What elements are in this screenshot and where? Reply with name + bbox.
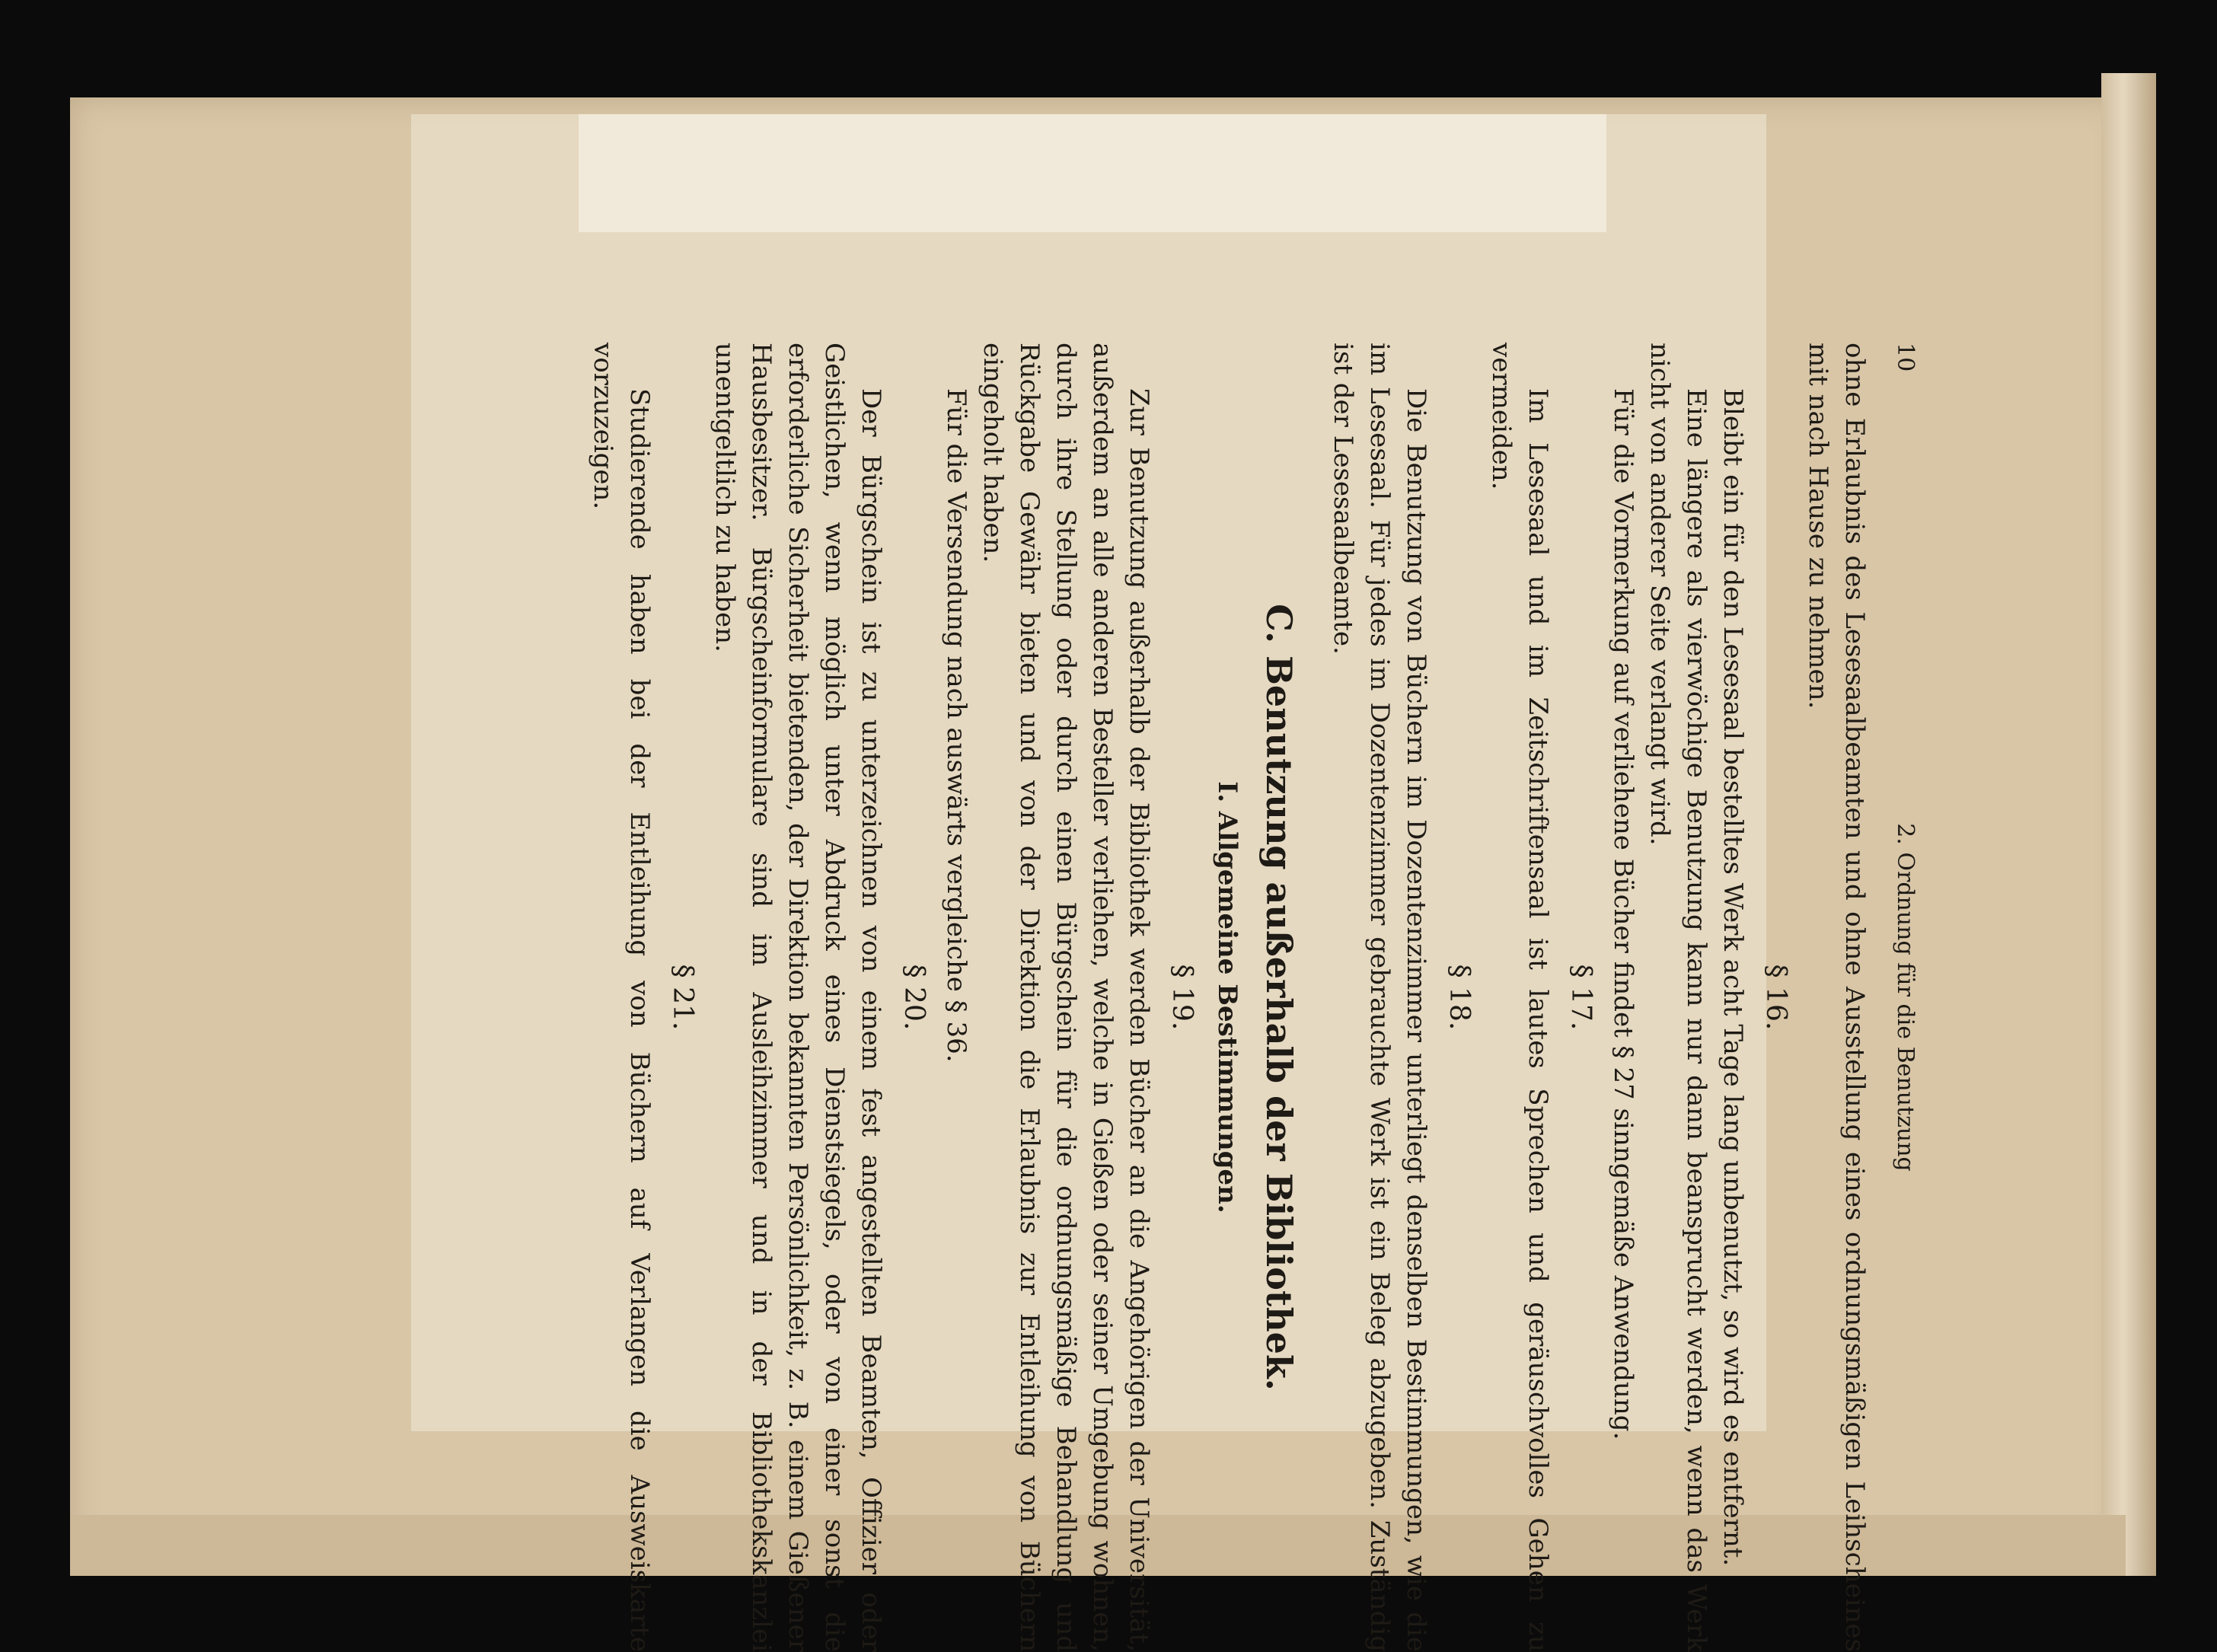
subchapter-heading: I. Allgemeine Bestimmungen. — [1212, 781, 1242, 1213]
section-19-heading: § 19. — [1166, 964, 1198, 1031]
paragraph-16a: Bleibt ein für den Lesesaal bestelltes Werk acht Tage lang unbenutzt, so wird es entfernt. — [1718, 388, 1748, 1567]
paragraph-16b: Eine längere als vierwöchige Benutzung kann nur dann beansprucht werden, wenn das Werk nicht von anderer Seite verlangt wird. — [1644, 343, 1711, 1652]
paragraph-16c: Für die Vormerkung auf verliehene Bücher findet § 27 sinngemäße Anwendung. — [1608, 388, 1638, 1440]
paragraph-19a: Zur Benutzung außerhalb der Bibliothek werden Bücher an die Angehörigen der Universität, außerdem an alle anderen Besteller verliehen, welche in Gießen oder seiner Umgebung wohnen, durch ihre Stellung oder durch einen Bürgschein für die ordnungsmäßige Behandlung und Rückgabe Gewähr bieten und von der Direktion die Erlaubnis zur Entleihung von Büchern eingeholt haben. — [978, 343, 1154, 1652]
section-21-heading: § 21. — [667, 964, 698, 1031]
page-header — [1873, 343, 1919, 1652]
paragraph-21: Studierende haben bei der Entleihung von Büchern auf Verlangen die Ausweiskarte vorzuzeigen. — [588, 343, 655, 1652]
paragraph-17: Im Lesesaal und im Zeitschriftensaal ist lautes Sprechen und geräuschvolles Gehen zu vermeiden. — [1486, 343, 1553, 1652]
paragraph-18: Die Benutzung von Büchern im Dozentenzimmer unterliegt denselben Bestimmungen, wie die im Lesesaal. Für jedes im Dozentenzimmer gebrauchte Werk ist ein Beleg abzugeben. Zuständig ist der Lesesaalbeamte. — [1328, 343, 1431, 1652]
page-number: 10 — [1892, 343, 1919, 372]
page-text — [175, 343, 1919, 1652]
paragraph-19b: Für die Versendung nach auswärts vergleiche § 36. — [941, 388, 971, 1063]
section-17-heading: § 17. — [1565, 964, 1597, 1031]
section-20-heading: § 20. — [898, 964, 930, 1031]
running-title: 2. Ordnung für die Benutzung — [1892, 823, 1919, 1172]
page-edge — [2101, 73, 2156, 1576]
paragraph-intro: ohne Erlaubnis des Lesesaalbeamten und ohne Ausstellung eines ordnungsmäßigen Leihscheines mit nach Hause zu nehmen. — [1803, 343, 1870, 1652]
paper-strip — [579, 114, 1606, 232]
section-16-heading: § 16. — [1760, 964, 1791, 1031]
paragraph-20: Der Bürgschein ist zu unterzeichnen von einem fest angestellten Beamten, Offizier oder Geistlichen, wenn möglich unter Abdruck eines Dienstsiegels, oder von einer sonst die erforderliche Sicherheit bietenden, der Direktion bekannten Persönlichkeit, z. B. einem Gießener Hausbesitzer. Bürgscheinformulare sind im Ausleihzimmer und in der Bibliothekskanzlei unentgeltlich zu haben. — [710, 343, 886, 1652]
section-18-heading: § 18. — [1443, 964, 1475, 1031]
chapter-heading: C. Benutzung außerhalb der Bibliothek. — [1258, 604, 1300, 1391]
